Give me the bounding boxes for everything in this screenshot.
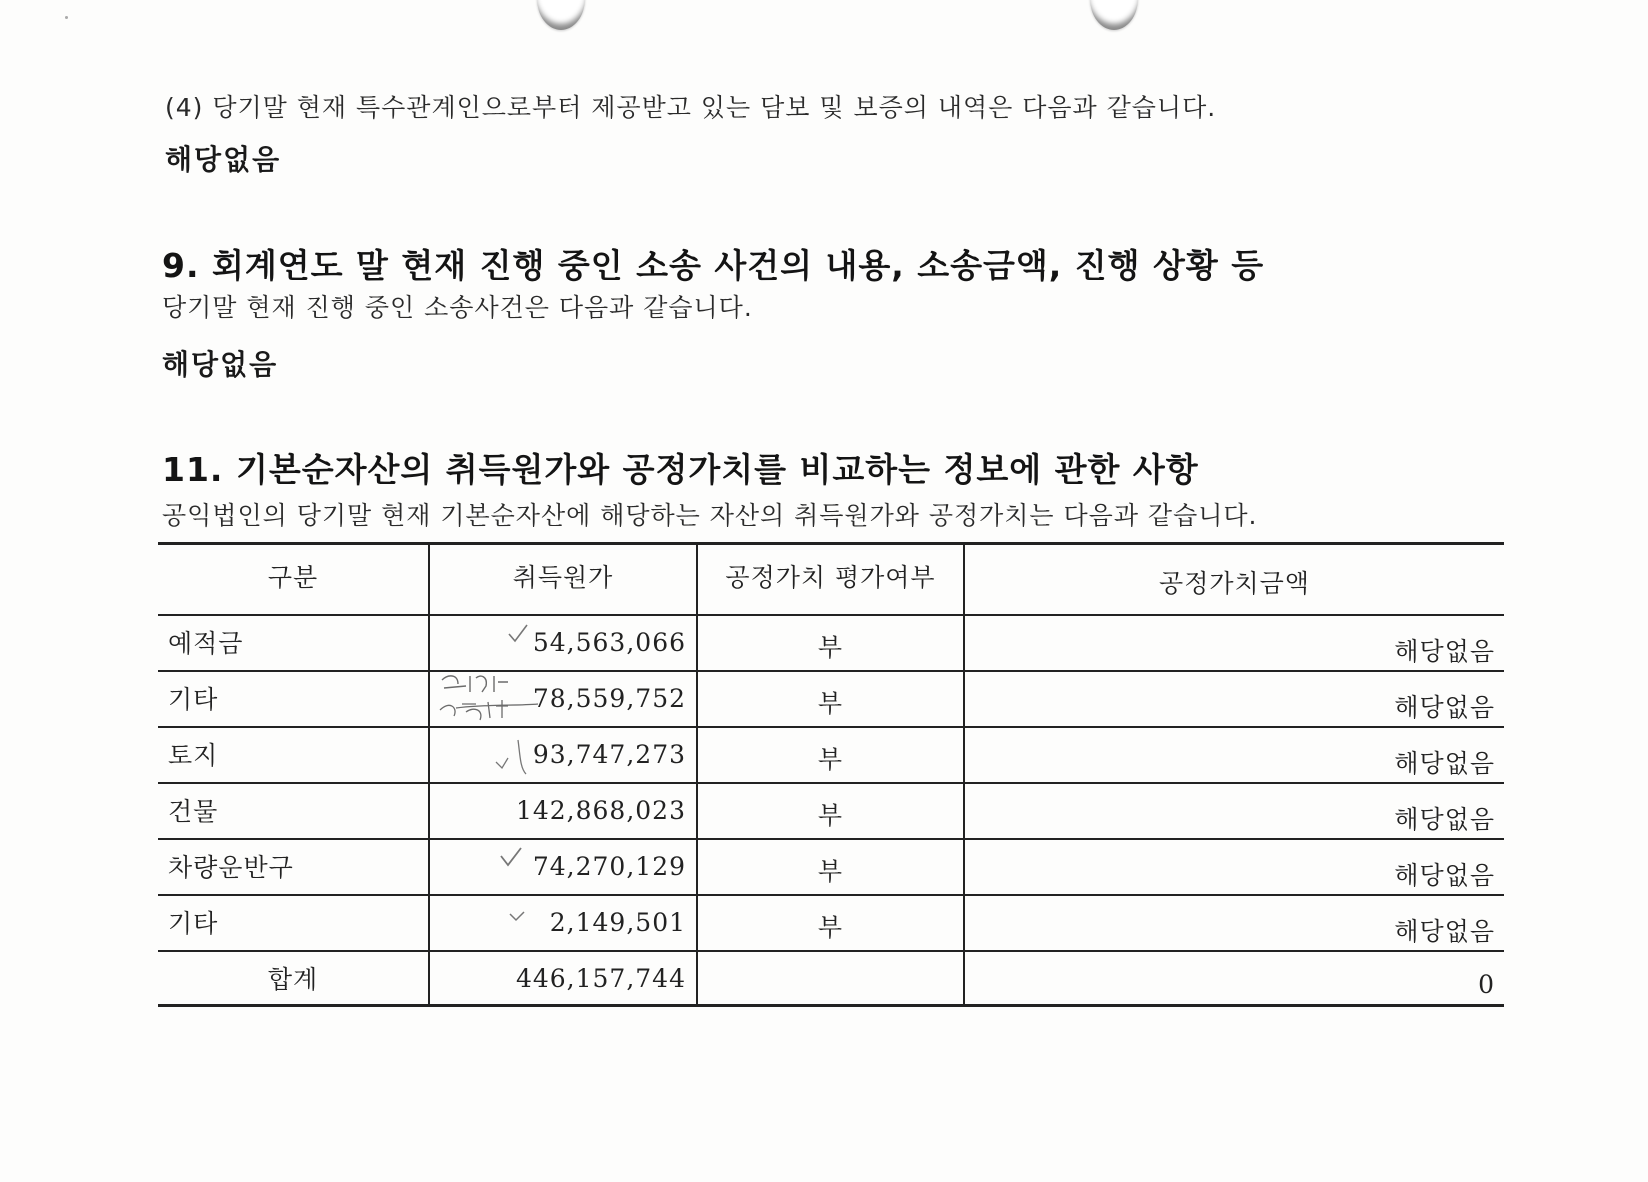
handwritten-annotation — [436, 670, 546, 780]
row-cost: 54,563,066 — [532, 628, 686, 657]
row-category: 차량운반구 — [168, 853, 294, 882]
header-category: 구분 — [267, 563, 319, 592]
total-cost: 446,157,744 — [515, 964, 686, 993]
check-mark-icon — [498, 846, 524, 870]
row-category: 토지 — [168, 741, 219, 770]
section-11-text: 공익법인의 당기말 현재 기본순자산에 해당하는 자산의 취득원가와 공정가치는 다음과 같습니다. — [162, 501, 1258, 530]
row-cost: 2,149,501 — [549, 908, 686, 937]
row-evaluated: 부 — [817, 801, 844, 830]
scan-speck — [65, 16, 68, 19]
section-4-text: (4) 당기말 현재 특수관계인으로부터 제공받고 있는 담보 및 보증의 내역은 다음과 같습니다. — [165, 93, 1217, 122]
row-cost: 74,270,129 — [532, 852, 686, 881]
table-rule — [158, 614, 1504, 616]
check-mark-icon — [506, 622, 530, 646]
row-evaluated: 부 — [817, 745, 844, 774]
punch-hole — [1090, 0, 1138, 30]
section-11-heading: 11. 기본순자산의 취득원가와 공정가치를 비교하는 정보에 관한 사항 — [162, 450, 1199, 489]
table-rule — [158, 838, 1504, 840]
row-category: 기타 — [168, 909, 219, 938]
header-fair-value-evaluated: 공정가치 평가여부 — [725, 563, 936, 592]
table-rule — [158, 782, 1504, 784]
row-fair-value: 해당없음 — [1394, 693, 1495, 722]
row-evaluated: 부 — [817, 913, 844, 942]
row-fair-value: 해당없음 — [1394, 749, 1495, 778]
row-category: 예적금 — [168, 629, 244, 658]
asset-comparison-table — [158, 542, 1504, 1012]
header-acquisition-cost: 취득원가 — [512, 563, 614, 592]
row-evaluated: 부 — [817, 633, 844, 662]
table-rule — [158, 726, 1504, 728]
table-rule — [158, 950, 1504, 952]
row-evaluated: 부 — [817, 857, 844, 886]
table-rule — [158, 670, 1504, 672]
total-fair-value: 0 — [1478, 970, 1495, 999]
row-fair-value: 해당없음 — [1394, 805, 1495, 834]
total-label: 합계 — [267, 965, 319, 994]
row-category: 건물 — [168, 797, 219, 826]
section-4-none: 해당없음 — [165, 143, 282, 176]
row-fair-value: 해당없음 — [1394, 861, 1495, 890]
section-9-none: 해당없음 — [162, 348, 279, 381]
table-rule — [158, 542, 1504, 545]
table-rule — [158, 1004, 1504, 1007]
row-cost: 93,747,273 — [532, 740, 686, 769]
check-mark-icon — [508, 908, 526, 924]
table-rule — [158, 894, 1504, 896]
section-9-heading: 9. 회계연도 말 현재 진행 중인 소송 사건의 내용, 소송금액, 진행 상황 등 — [162, 246, 1265, 285]
section-9-text: 당기말 현재 진행 중인 소송사건은 다음과 같습니다. — [162, 293, 753, 322]
row-category: 기타 — [168, 685, 219, 714]
row-cost: 142,868,023 — [515, 796, 686, 825]
row-evaluated: 부 — [817, 689, 844, 718]
row-fair-value: 해당없음 — [1394, 917, 1495, 946]
header-fair-value-amount: 공정가치금액 — [1159, 569, 1310, 598]
row-fair-value: 해당없음 — [1394, 637, 1495, 666]
row-cost: 78,559,752 — [532, 684, 686, 713]
punch-hole — [537, 0, 585, 30]
